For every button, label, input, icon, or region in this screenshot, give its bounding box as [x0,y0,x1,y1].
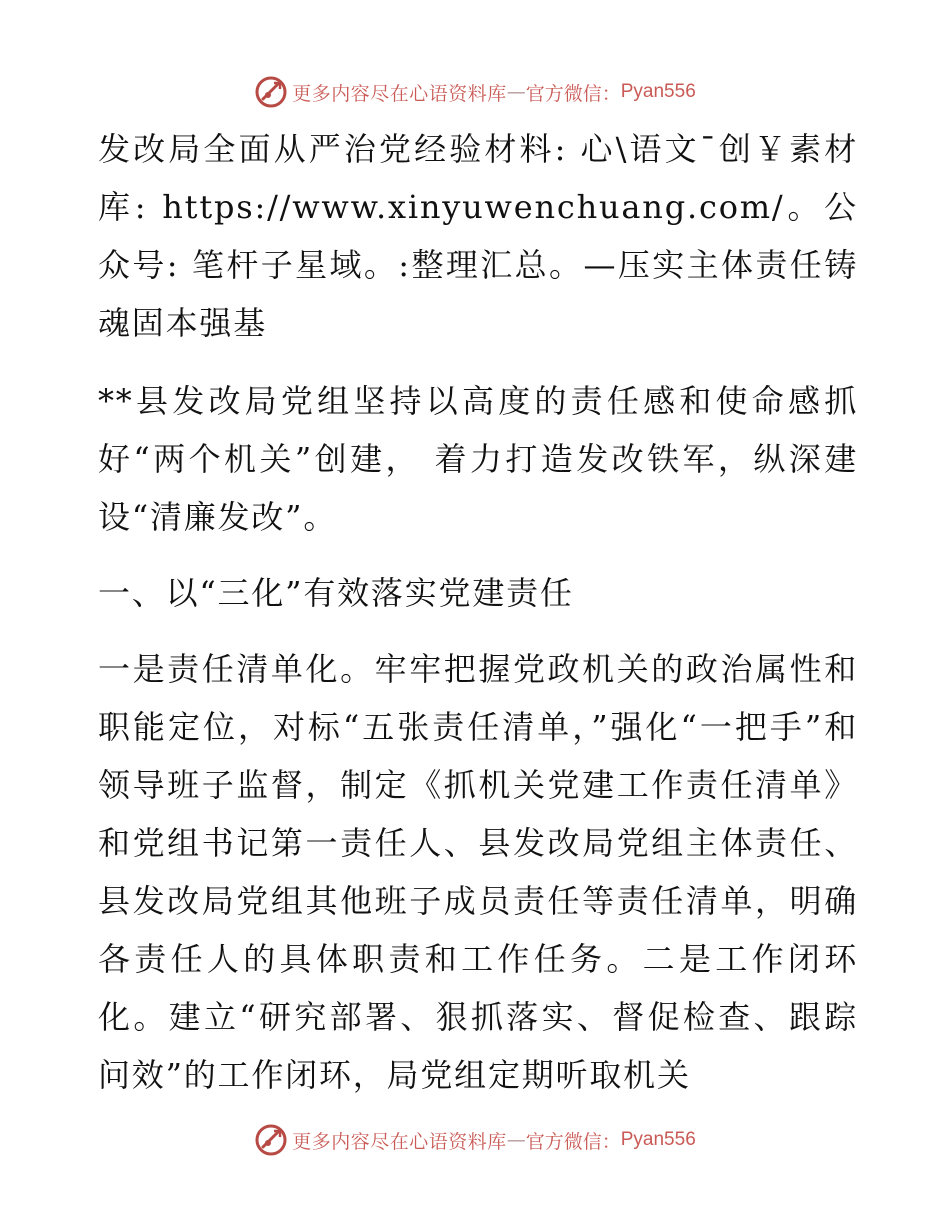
brand-logo-icon [254,1123,288,1157]
banner-wechat-id: Pyan556 [620,1129,696,1150]
banner-text: 更多内容尽在心语资料库 [292,82,507,105]
banner-text: 更多内容尽在心语资料库 [292,1130,507,1153]
document-body [98,120,858,1122]
banner-separator: — [506,1129,526,1151]
brand-logo-icon [254,75,288,109]
banner-separator: — [506,81,526,103]
banner-wechat-label: 官方微信： [525,82,621,105]
banner-wechat-label: 官方微信： [525,1130,621,1153]
footer-watermark-banner [0,1120,950,1160]
body-paragraph: 一是责任清单化。牢牢把握党政机关的政治属性和职能定位，对标“五张责任清单，”强化“一把手”和领导班子监督，制定《抓机关党建工作责任清单》和党组书记第一责任人、县发改局党组主体责任、县发改局党组其他班子成员责任等责任清单，明确各责任人的具体职责和工作任务。二是工作闭环化。建立“研究部署、狠抓落实、督促检查、跟踪问效”的工作闭环，局党组定期听取机关 [98,650,858,1094]
document-title-paragraph: 发改局全面从严治党经验材料: 心\语文¯创￥素材库: https://www.xinyuwenchuang.com/。公众号: 笔杆子星域。:整理汇总。—压实主体责任铸魂固本强基 [98,130,858,342]
header-watermark-banner [0,72,950,112]
intro-paragraph: **县发改局党组坚持以高度的责任感和使命感抓好“两个机关”创建， 着力打造发改铁军，纵深建设“清廉发改”。 [98,382,858,536]
banner-wechat-id: Pyan556 [620,81,696,102]
section-heading: 一、以“三化”有效落实党建责任 [98,574,574,612]
